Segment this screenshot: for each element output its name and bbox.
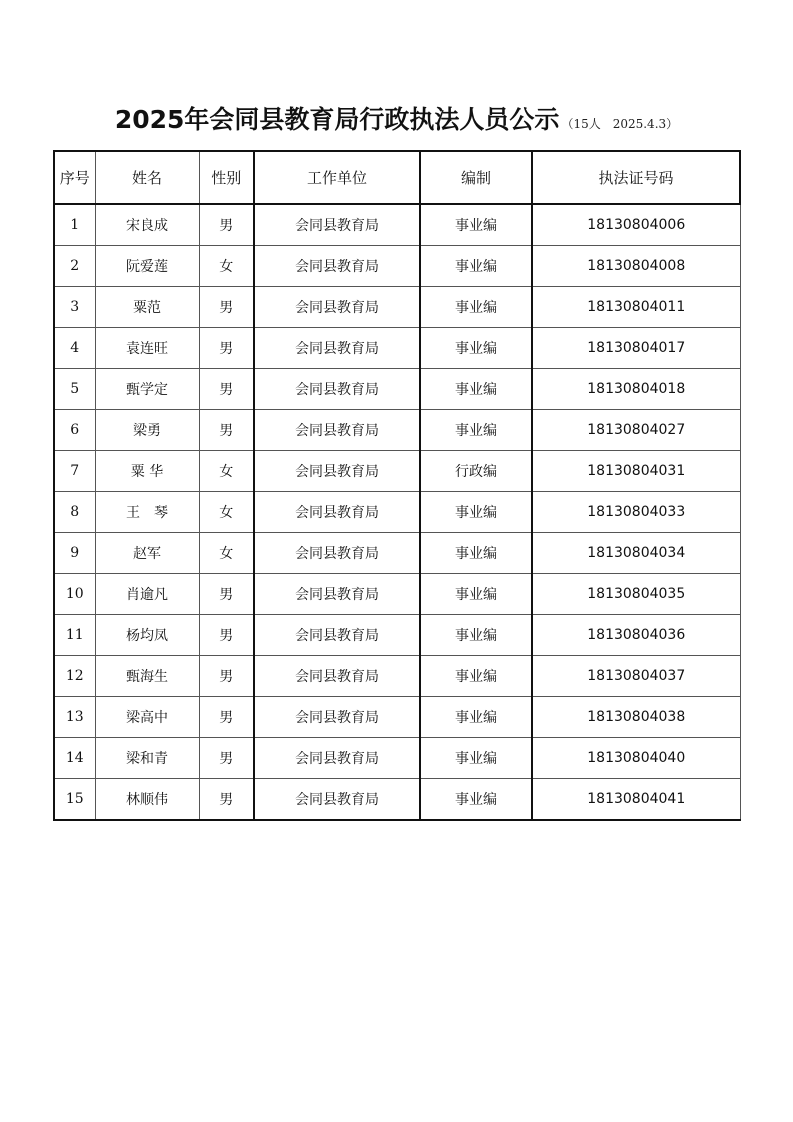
cell-workplace: 会同县教育局 [254, 369, 420, 410]
cell-index: 6 [54, 410, 95, 451]
cell-index: 12 [54, 656, 95, 697]
cell-workplace: 会同县教育局 [254, 204, 420, 246]
cell-index: 10 [54, 574, 95, 615]
cell-license-number: 18130804036 [532, 615, 740, 656]
cell-gender: 女 [199, 451, 254, 492]
cell-name: 粟 华 [95, 451, 199, 492]
cell-workplace: 会同县教育局 [254, 656, 420, 697]
cell-license-number: 18130804038 [532, 697, 740, 738]
cell-workplace: 会同县教育局 [254, 615, 420, 656]
cell-index: 1 [54, 204, 95, 246]
table-row [54, 779, 740, 821]
cell-workplace: 会同县教育局 [254, 287, 420, 328]
cell-gender: 男 [199, 369, 254, 410]
cell-index: 2 [54, 246, 95, 287]
cell-license-number: 18130804018 [532, 369, 740, 410]
cell-index: 13 [54, 697, 95, 738]
cell-index: 14 [54, 738, 95, 779]
page-subtitle: （15人 2025.4.3） [561, 117, 679, 131]
cell-license-number: 18130804017 [532, 328, 740, 369]
cell-index: 5 [54, 369, 95, 410]
cell-name: 甄海生 [95, 656, 199, 697]
cell-name: 杨均凤 [95, 615, 199, 656]
cell-license-number: 18130804040 [532, 738, 740, 779]
header-license-number: 执法证号码 [532, 151, 740, 204]
cell-workplace: 会同县教育局 [254, 246, 420, 287]
cell-gender: 男 [199, 574, 254, 615]
table-row [54, 574, 740, 615]
table-row [54, 738, 740, 779]
cell-gender: 女 [199, 246, 254, 287]
cell-gender: 男 [199, 410, 254, 451]
cell-license-number: 18130804008 [532, 246, 740, 287]
table-row [54, 287, 740, 328]
cell-staffing: 事业编 [420, 656, 532, 697]
header-index: 序号 [54, 151, 95, 204]
cell-staffing: 事业编 [420, 204, 532, 246]
cell-workplace: 会同县教育局 [254, 533, 420, 574]
cell-license-number: 18130804031 [532, 451, 740, 492]
cell-name: 梁勇 [95, 410, 199, 451]
cell-license-number: 18130804041 [532, 779, 740, 821]
cell-name: 梁和青 [95, 738, 199, 779]
cell-index: 4 [54, 328, 95, 369]
header-gender: 性别 [199, 151, 254, 204]
cell-gender: 男 [199, 656, 254, 697]
page-title: 2025年会同县教育局行政执法人员公示 [114, 105, 560, 134]
cell-name: 肖逾凡 [95, 574, 199, 615]
cell-workplace: 会同县教育局 [254, 574, 420, 615]
cell-license-number: 18130804011 [532, 287, 740, 328]
cell-staffing: 事业编 [420, 574, 532, 615]
cell-name: 林顺伟 [95, 779, 199, 821]
cell-workplace: 会同县教育局 [254, 451, 420, 492]
cell-gender: 男 [199, 615, 254, 656]
cell-staffing: 事业编 [420, 246, 532, 287]
table-header-row [54, 151, 740, 204]
table-row [54, 697, 740, 738]
table-row [54, 451, 740, 492]
cell-gender: 女 [199, 492, 254, 533]
table-row [54, 204, 740, 246]
cell-staffing: 事业编 [420, 738, 532, 779]
cell-index: 3 [54, 287, 95, 328]
cell-license-number: 18130804035 [532, 574, 740, 615]
cell-name: 王 琴 [95, 492, 199, 533]
header-workplace: 工作单位 [254, 151, 420, 204]
header-name: 姓名 [95, 151, 199, 204]
cell-name: 甄学定 [95, 369, 199, 410]
cell-gender: 男 [199, 779, 254, 821]
cell-gender: 男 [199, 328, 254, 369]
cell-workplace: 会同县教育局 [254, 738, 420, 779]
cell-staffing: 事业编 [420, 779, 532, 821]
cell-gender: 男 [199, 204, 254, 246]
cell-name: 梁高中 [95, 697, 199, 738]
cell-license-number: 18130804027 [532, 410, 740, 451]
cell-workplace: 会同县教育局 [254, 410, 420, 451]
document-header [0, 100, 793, 136]
cell-staffing: 事业编 [420, 369, 532, 410]
cell-index: 9 [54, 533, 95, 574]
cell-staffing: 事业编 [420, 615, 532, 656]
cell-index: 8 [54, 492, 95, 533]
table-row [54, 492, 740, 533]
table-body [54, 204, 740, 820]
cell-gender: 女 [199, 533, 254, 574]
cell-index: 15 [54, 779, 95, 821]
cell-workplace: 会同县教育局 [254, 328, 420, 369]
cell-license-number: 18130804034 [532, 533, 740, 574]
cell-staffing: 事业编 [420, 697, 532, 738]
cell-staffing: 事业编 [420, 328, 532, 369]
cell-workplace: 会同县教育局 [254, 492, 420, 533]
cell-workplace: 会同县教育局 [254, 697, 420, 738]
cell-staffing: 事业编 [420, 287, 532, 328]
personnel-table [53, 150, 741, 821]
cell-name: 袁连旺 [95, 328, 199, 369]
table-row [54, 615, 740, 656]
cell-license-number: 18130804006 [532, 204, 740, 246]
table-row [54, 369, 740, 410]
header-staffing: 编制 [420, 151, 532, 204]
table-row [54, 656, 740, 697]
cell-name: 宋良成 [95, 204, 199, 246]
cell-name: 粟范 [95, 287, 199, 328]
cell-index: 11 [54, 615, 95, 656]
table-row [54, 410, 740, 451]
cell-workplace: 会同县教育局 [254, 779, 420, 821]
cell-index: 7 [54, 451, 95, 492]
table-row [54, 328, 740, 369]
cell-license-number: 18130804033 [532, 492, 740, 533]
cell-gender: 男 [199, 287, 254, 328]
cell-staffing: 事业编 [420, 492, 532, 533]
table-row [54, 246, 740, 287]
cell-staffing: 事业编 [420, 533, 532, 574]
cell-gender: 男 [199, 697, 254, 738]
table-row [54, 533, 740, 574]
cell-license-number: 18130804037 [532, 656, 740, 697]
cell-staffing: 事业编 [420, 410, 532, 451]
cell-gender: 男 [199, 738, 254, 779]
cell-staffing: 行政编 [420, 451, 532, 492]
cell-name: 赵军 [95, 533, 199, 574]
cell-name: 阮爱莲 [95, 246, 199, 287]
